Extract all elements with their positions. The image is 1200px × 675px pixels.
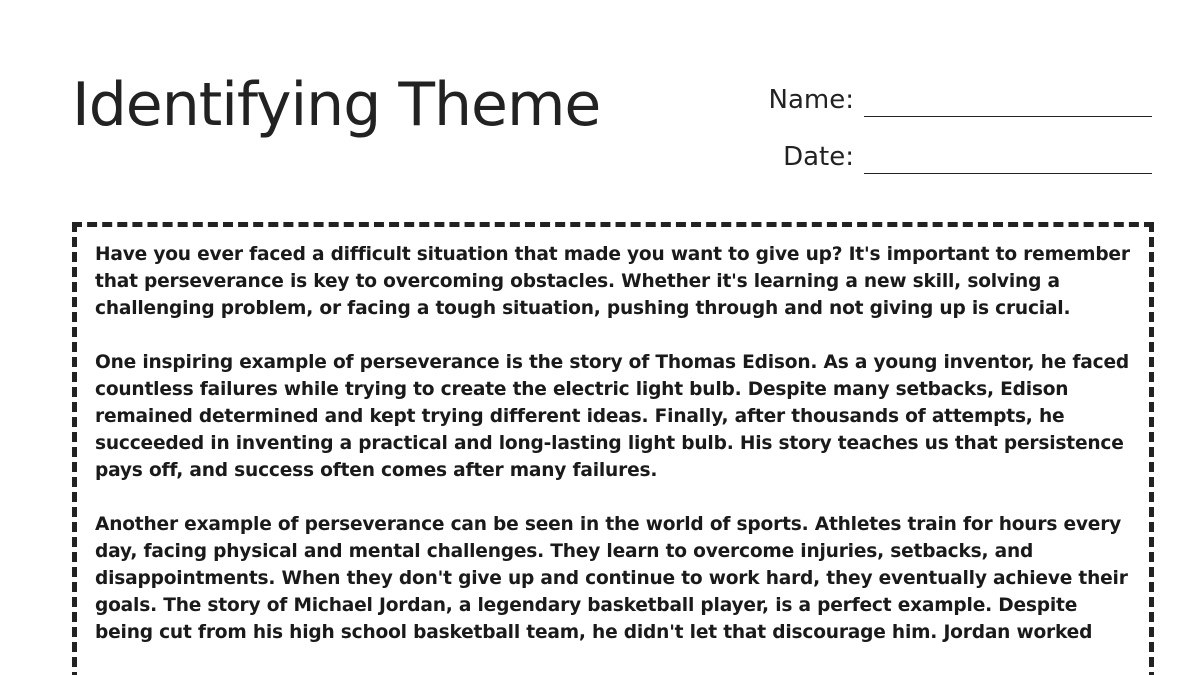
passage-paragraph-3: Another example of perseverance can be seen in the world of sports. Athletes train for hours every day, facing physical and mental challenges. They learn to overcome injuries, setbacks, and disappointments. When they don't give up and continue to work hard, they eventually achieve their goals. The story of Michael Jordan, a legendary basketball player, is a perfect example. Despite being cut from his high school basketball team, he didn't let that discourage him. Jordan worked (95, 514, 1128, 643)
name-field-row (732, 76, 1152, 117)
passage-paragraph-1: Have you ever faced a difficult situation that made you want to give up? It's important to remember that perseverance is key to overcoming obstacles. Whether it's learning a new skill, solving a challenging problem, or facing a tough situation, pushing through and not giving up is crucial. (95, 244, 1130, 319)
worksheet-title: Identifying Theme (72, 70, 601, 140)
date-field-row (732, 133, 1152, 174)
name-blank-line[interactable] (864, 116, 1152, 117)
date-label: Date: (783, 142, 854, 172)
name-label: Name: (768, 85, 854, 115)
reading-passage-box (72, 222, 1154, 675)
student-info-fields (732, 76, 1152, 190)
date-blank-line[interactable] (864, 173, 1152, 174)
passage-paragraph-2: One inspiring example of perseverance is the story of Thomas Edison. As a young inventor, he faced countless failures while trying to create the electric light bulb. Despite many setbacks, Edison remained determined and kept trying different ideas. Finally, after thousands of attempts, he succeeded in inventing a practical and long-lasting light bulb. His story teaches us that persistence pays off, and success often comes after many failures. (95, 352, 1129, 481)
